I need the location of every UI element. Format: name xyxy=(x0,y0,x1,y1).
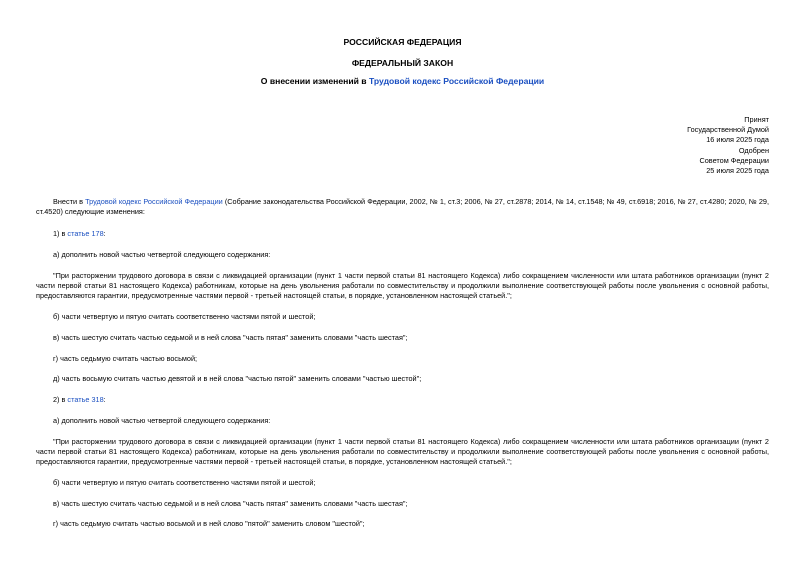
item-1-quote: "При расторжении трудового договора в связи с ликвидацией организации (пункт 1 части первой статьи 81 настоящего Кодекса) либо сокращением численности или штата работников организации (пункт 2 части первой статьи 81 настоящего Кодекса) работникам, которые на день увольнения работали по совместительству и продолжили выполнение соответствующей работы после увольнения с основной работы, предоставляются гарантии, предусмотренные частями первой - третьей настоящей статьи, в порядке, установленном настоящей статьей."; xyxy=(36,271,769,300)
approval-duma: Государственной Думой xyxy=(687,125,769,135)
approval-adopted: Принят xyxy=(744,115,769,124)
item-2-b: б) части четвертую и пятую считать соответственно частями пятой и шестой; xyxy=(53,478,316,487)
law-title xyxy=(36,76,769,86)
item-1-prefix: 1) в xyxy=(53,229,68,238)
item-1-b: б) части четвертую и пятую считать соответственно частями пятой и шестой; xyxy=(53,312,316,321)
approval-approved: Одобрен xyxy=(738,145,769,155)
approval-council-date: 25 июля 2025 года xyxy=(706,166,769,176)
item-1-v: в) часть шестую считать частью седьмой и в ней слова "часть пятая" заменить словами "часть шестая"; xyxy=(53,333,408,342)
article-178-link[interactable]: статье 178 xyxy=(67,229,104,238)
approval-duma-date: 16 июля 2025 года xyxy=(706,135,769,145)
intro-suffix: (Собрание законодательства Российской Федерации, 2002, № 1, ст.3; 2006, № 27, ст.2878; 2014, № 14, ст.1548; № 49, ст.6918; 2016, № 27, ст.4280; 2020, № 29, ст.4520) следующие изменения: xyxy=(36,197,769,216)
article-318-link[interactable]: статье 318 xyxy=(67,395,104,404)
country-heading: РОССИЙСКАЯ ФЕДЕРАЦИЯ xyxy=(343,37,462,47)
law-type-heading: ФЕДЕРАЛЬНЫЙ ЗАКОН xyxy=(351,58,454,68)
item-2-suffix: : xyxy=(103,395,106,404)
item-1 xyxy=(36,229,769,239)
item-1-g: г) часть седьмую считать частью восьмой; xyxy=(53,354,198,363)
item-2 xyxy=(36,395,769,405)
item-1-d: д) часть восьмую считать частью девятой и в ней слова "частью пятой" заменить словами "частью шестой"; xyxy=(53,374,422,383)
item-2-quote: "При расторжении трудового договора в связи с ликвидацией организации (пункт 1 части первой статьи 81 настоящего Кодекса) либо сокращением численности или штата работников организации (пункт 2 части первой статьи 81 настоящего Кодекса) работникам, которые на день увольнения работали по совместительству и продолжили выполнение соответствующей работы после увольнения с основной работы, предоставляются гарантии, предусмотренные частями первой - третьей настоящей статьи, в порядке, установленном настоящей статьей."; xyxy=(36,437,769,466)
item-2-a: а) дополнить новой частью четвертой следующего содержания: xyxy=(53,416,271,425)
law-title-prefix: О внесении изменений в xyxy=(260,76,369,86)
approval-council: Советом Федерации xyxy=(699,155,769,165)
item-2-v: в) часть шестую считать частью седьмой и в ней слова "часть пятая" заменить словами "часть шестая"; xyxy=(53,499,408,508)
item-2-prefix: 2) в xyxy=(53,395,68,404)
item-1-a: а) дополнить новой частью четвертой следующего содержания: xyxy=(53,250,271,259)
law-title-link[interactable]: Трудовой кодекс Российской Федерации xyxy=(368,76,545,86)
intro-paragraph xyxy=(36,197,769,217)
intro-code-link[interactable]: Трудовой кодекс Российской Федерации xyxy=(85,197,223,206)
item-2-g: г) часть седьмую считать частью восьмой и в ней слово "пятой" заменить словом "шестой"; xyxy=(53,519,365,528)
approval-block xyxy=(687,115,769,176)
item-1-suffix: : xyxy=(103,229,106,238)
intro-prefix: Внести в xyxy=(53,197,86,206)
